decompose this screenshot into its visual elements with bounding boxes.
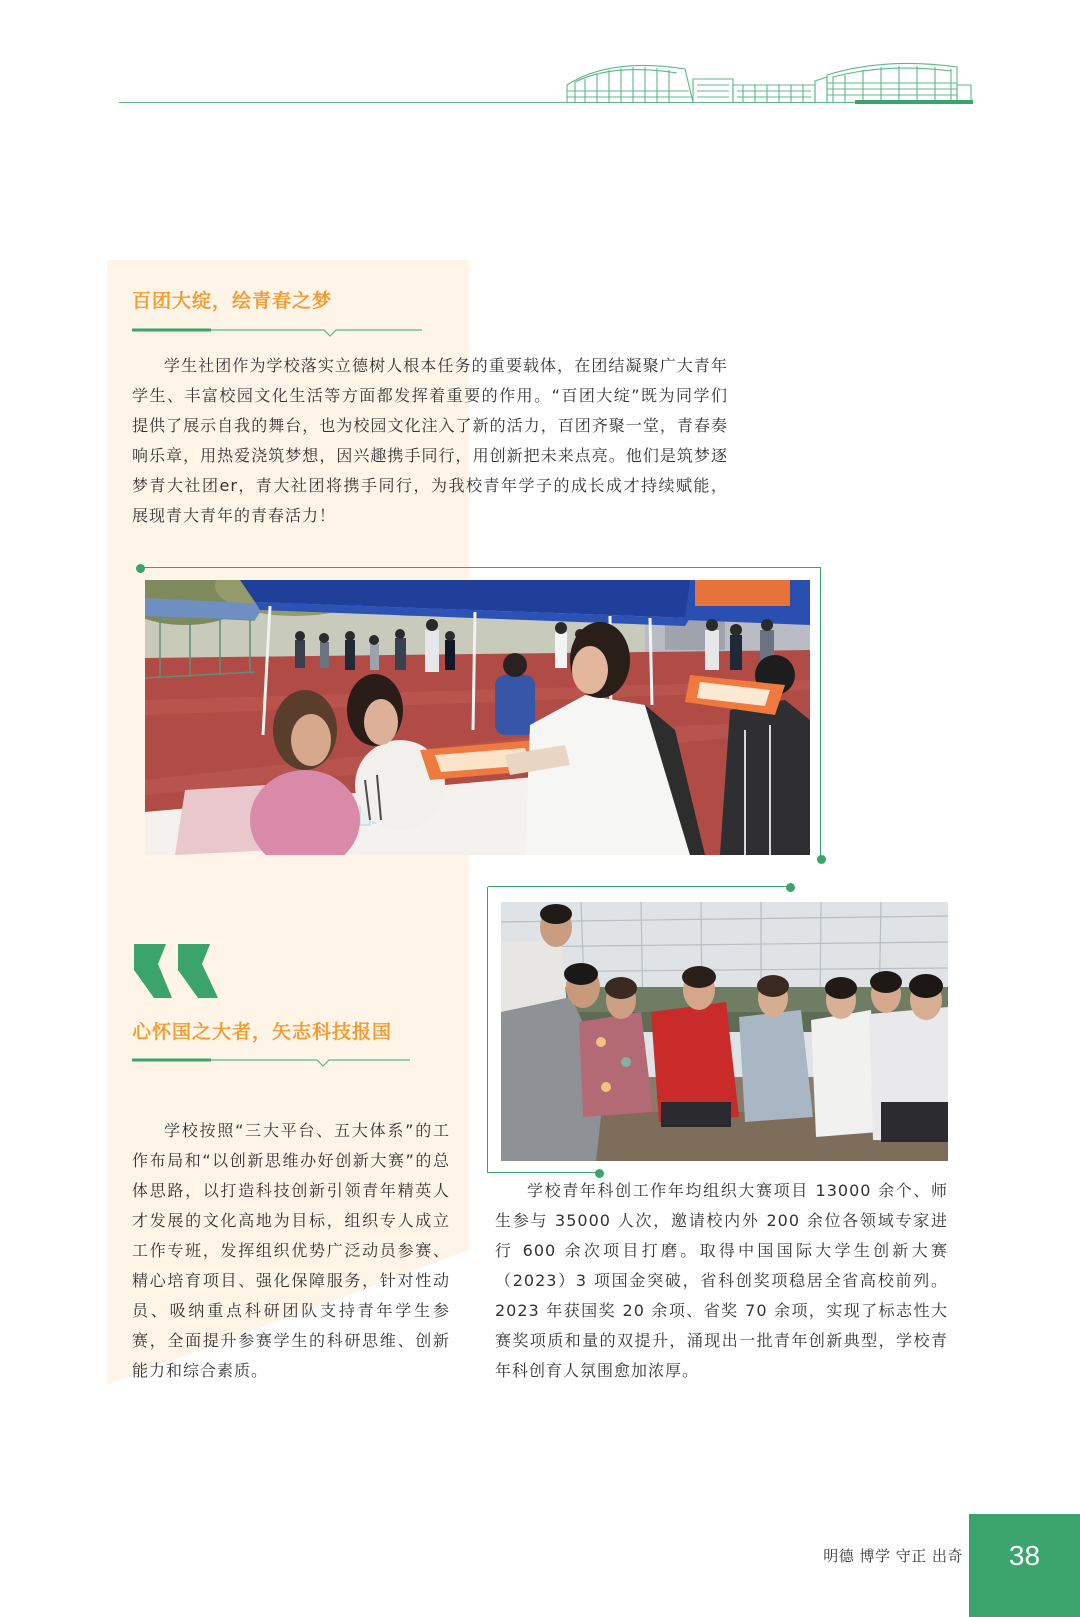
photo2-frame-left <box>487 887 488 1173</box>
photo1-frame-dot-start <box>136 564 145 573</box>
section1-title: 百团大绽，绘青春之梦 <box>132 290 333 312</box>
photo2-frame-dot-start <box>786 883 795 892</box>
greenhouse-research-photo <box>501 902 948 1161</box>
section2-body-right: 学校青年科创工作年均组织大赛项目 13000 余个、师生参与 35000 人次，邀请校内外 200 余位各领域专家进行 600 余次项目打磨。取得中国国际大学生创新大赛（2023）3 项国金突破，省科创奖项稳居全省高校前列。2023 年获国奖 20 余项、省奖 70 余项，实现了标志性大赛奖项质和量的双提升，涌现出一批青年创新典型，学校青年科创育人氛围愈加浓厚。 <box>495 1181 948 1380</box>
photo2-frame-top <box>488 886 790 887</box>
section2-title: 心怀国之大者，矢志科技报国 <box>132 1021 393 1043</box>
page-number: 38 <box>1008 1540 1041 1571</box>
club-fair-photo <box>145 580 810 855</box>
section2-body-left: 学校按照“三大平台、五大体系”的工作布局和“以创新思维办好创新大赛”的总体思路，以打造科技创新引领青年精英人才发展的文化高地为目标，组织专人成立工作专班，发挥组织优势广泛动员参赛、精心培育项目、强化保障服务，针对性动员、吸纳重点科研团队支持青年学生参赛，全面提升参赛学生的科研思维、创新能力和综合素质。 <box>132 1121 450 1380</box>
photo1-frame-dot-end <box>817 855 826 864</box>
photo1-frame-right <box>820 568 821 859</box>
section1-underline <box>132 325 424 339</box>
page-number-box <box>969 1514 1080 1617</box>
photo1-frame-top <box>140 567 821 568</box>
campus-building-lineart-icon <box>565 55 973 105</box>
photo2-frame-bottom <box>488 1172 599 1173</box>
section2-underline <box>132 1055 412 1069</box>
section1-body: 学生社团作为学校落实立德树人根本任务的重要载体，在团结凝聚广大青年学生、丰富校园文化生活等方面都发挥着重要的作用。“百团大绽”既为同学们提供了展示自我的舞台，也为校园文化注入了新的活力，百团齐聚一堂，青春奏响乐章，用热爱浇筑梦想，因兴趣携手同行，用创新把未来点亮。他们是筑梦逐梦青大社团er，青大社团将携手同行，为我校青年学子的成长成才持续赋能，展现青大青年的青春活力！ <box>132 356 728 525</box>
quote-mark-icon <box>132 942 220 999</box>
footer-motto: 明德 博学 守正 出奇 <box>823 1547 963 1565</box>
